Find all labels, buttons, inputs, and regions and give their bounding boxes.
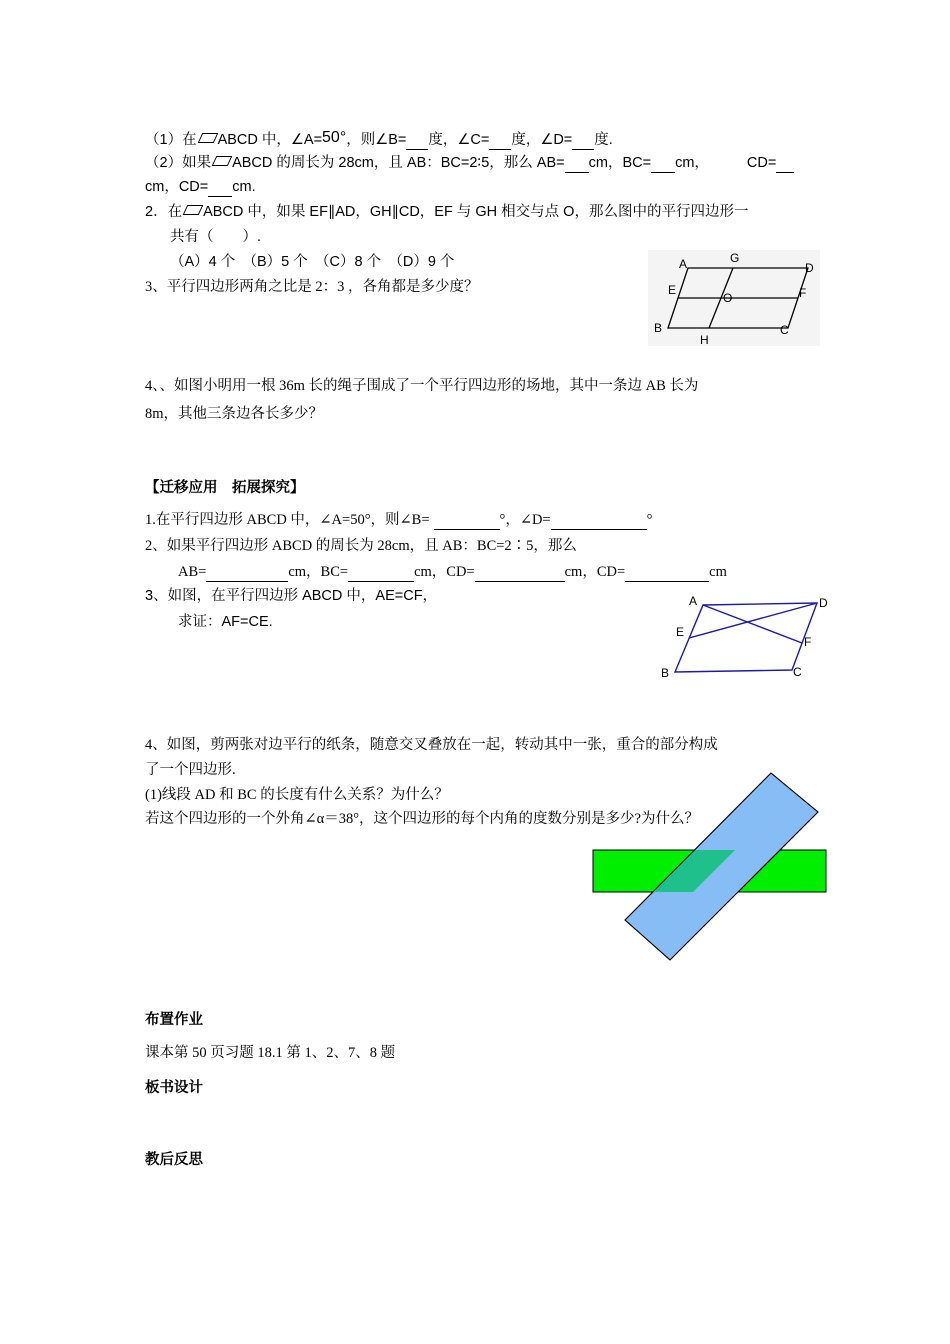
label-d: D: [805, 261, 814, 275]
label-a: A: [689, 594, 698, 608]
q4-line: 3、平行四边形两角之比是 2：3 ，各角都是多少度？: [145, 279, 479, 295]
parallelogram-figure-2: [655, 590, 835, 682]
label-c: C: [780, 323, 789, 337]
label-d: D: [819, 596, 828, 610]
blank-cd[interactable]: [776, 172, 794, 173]
blank-angle-b[interactable]: [434, 529, 500, 530]
blank-cd2[interactable]: [625, 581, 709, 582]
s2-q4-line-b: 了一个四边形.: [145, 762, 236, 778]
text: cm，CD=: [145, 179, 209, 195]
label-f: F: [804, 635, 812, 649]
text: ABCD 的周长为 28cm，且 AB：BC=2∶5，那么 AB=: [232, 155, 565, 171]
blank-d[interactable]: [572, 149, 594, 150]
blank-cd2[interactable]: [208, 196, 232, 197]
text: （1）在: [145, 132, 197, 148]
s2-q4-line-a: 4、如图，剪两张对边平行的纸条，随意交叉叠放在一起，转动其中一张，重合的部分构成: [145, 737, 718, 753]
q3-options: （A）4 个 （B）5 个 （C）8 个 （D）9 个: [170, 254, 455, 270]
text: AB=: [178, 564, 207, 580]
label-a: A: [679, 257, 688, 271]
label-o: O: [723, 291, 733, 305]
parallelogram-figure-1: [648, 250, 820, 346]
s2-q1-line: [145, 510, 652, 530]
label-g: G: [730, 251, 740, 265]
text: ABCD 中，如果 EF∥AD，GH∥CD，EF 与 GH 相交与点 O，那么图中的平行四边形一: [203, 204, 749, 220]
s2-q3-line-b: 求证：AF=CE.: [178, 614, 273, 630]
text: °: [646, 512, 653, 528]
homework-title: 布置作业: [145, 1012, 203, 1028]
s2-q4-line-d: 若这个四边形的一个外角∠α＝38°，这个四边形的每个内角的度数分别是多少?为什么？: [145, 811, 699, 827]
q2-line-a: [145, 153, 794, 173]
q3-line-a: [145, 202, 748, 222]
text: cm，CD=: [414, 564, 475, 580]
q3-line-b: 共有（ ）.: [170, 229, 262, 245]
text: cm，BC=: [588, 155, 652, 171]
s2-q2-line-a: 2、如果平行四边形 ABCD 的周长为 28cm，且 AB：BC=2∶5，那么: [145, 538, 577, 554]
board-design-title: 板书设计: [145, 1080, 203, 1096]
crossed-strips-figure: [590, 770, 830, 965]
blank-b[interactable]: [406, 149, 428, 150]
q2-line-b: [145, 177, 256, 197]
q5-line-b: 8m，其他三条边各长多少？: [145, 406, 324, 422]
section-heading: 【迁移应用 拓展探究】: [145, 480, 305, 496]
text: （2）如果: [145, 155, 212, 171]
text: °，∠D=: [499, 512, 551, 528]
blank-c[interactable]: [489, 149, 511, 150]
reflection-title: 教后反思: [145, 1152, 203, 1168]
blank-ab[interactable]: [565, 172, 589, 173]
label-h: H: [700, 333, 709, 346]
text: ABCD 中，∠A=: [217, 132, 323, 148]
s2-q2-line-b: [178, 562, 727, 582]
text: cm.: [232, 179, 256, 195]
parallelogram-icon: [183, 205, 204, 215]
homework-text: 课本第 50 页习题 18.1 第 1、2、7、8 题: [145, 1045, 396, 1061]
label-e: E: [668, 283, 677, 297]
text: cm，BC=: [288, 564, 349, 580]
text: cm，CD=: [564, 564, 626, 580]
blank-ab[interactable]: [206, 581, 288, 582]
s2-q4-line-c: (1)线段 AD 和 BC 的长度有什么关系？为什么？: [145, 787, 449, 803]
label-c: C: [793, 665, 802, 679]
text: 1.在平行四边形 ABCD 中，∠A=50°，则∠B=: [145, 512, 430, 528]
label-b: B: [661, 666, 670, 680]
text: 2．在: [145, 204, 183, 220]
degree-value: 50°: [322, 129, 347, 146]
text: 度.: [594, 132, 613, 148]
blank-bc[interactable]: [651, 172, 675, 173]
text: CD=: [746, 155, 777, 171]
s2-q3-line-a: 3、如图，在平行四边形 ABCD 中，AE=CF，: [145, 588, 438, 604]
parallelogram-icon: [212, 156, 233, 166]
q5-line-a: 4、、如图小明用一根 36m 长的绳子围成了一个平行四边形的场地，其中一条边 AB 长为: [145, 378, 699, 394]
text: cm，: [675, 155, 709, 171]
label-f: F: [799, 286, 807, 300]
q1-line: [145, 128, 613, 150]
label-b: B: [654, 321, 663, 335]
text: ，则∠B=: [346, 132, 407, 148]
text: cm: [709, 564, 727, 580]
label-e: E: [676, 625, 685, 639]
text: 度，∠D=: [511, 132, 573, 148]
blank-cd[interactable]: [475, 581, 565, 582]
blank-angle-d[interactable]: [551, 529, 647, 530]
text: 度，∠C=: [428, 132, 490, 148]
blank-bc[interactable]: [348, 581, 414, 582]
parallelogram-icon: [197, 133, 218, 143]
